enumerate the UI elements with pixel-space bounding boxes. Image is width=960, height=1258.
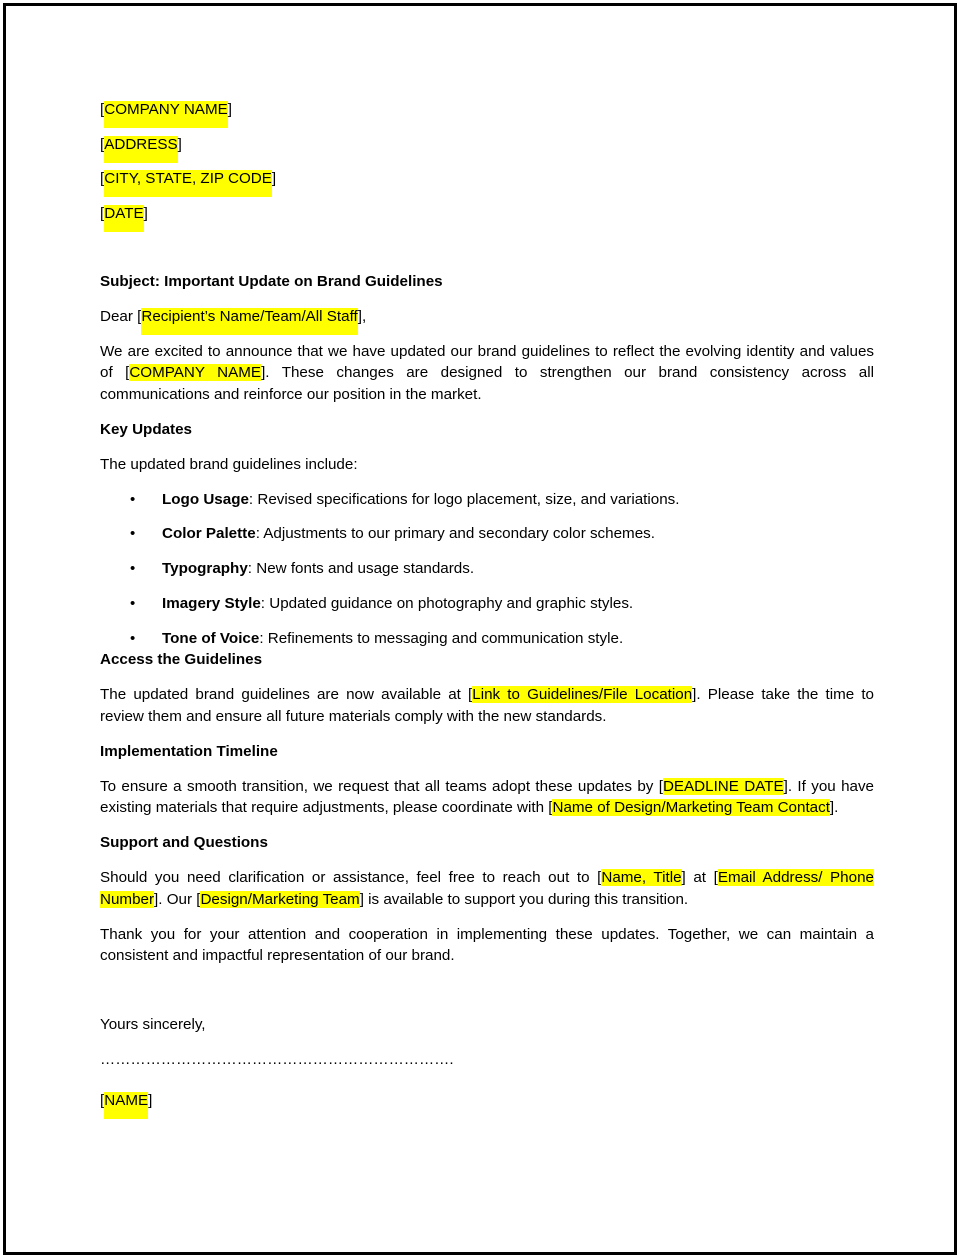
list-item: • Typography: New fonts and usage standards. [100,558,874,593]
closing-paragraph: Thank you for your attention and cooperation in implementing these updates. Together, we can maintain a consistent and impactful representation of our brand. [100,925,874,965]
salutation: Dear [Recipient’s Name/Team/All Staff], [100,306,874,328]
bullet-icon: • [130,490,136,508]
placeholder-city-state-zip: CITY, STATE, ZIP CODE [104,170,272,197]
bullet-icon: • [130,560,136,578]
signature-line: ……………………………………………………………. [100,1050,454,1068]
key-updates-list [100,489,874,662]
list-item: • Color Palette: Adjustments to our primary and secondary color schemes. [100,523,874,558]
intro-paragraph: We are excited to announce that we have updated our brand guidelines to reflect the evolving identity and values of [COMPANY NAME]. These changes are designed to strengthen our brand consistency across all communications and reinforce our position in the market. [100,342,874,403]
document-page [3,3,957,1255]
placeholder-guidelines-link: Link to Guidelines/File Location [472,686,693,704]
placeholder-deadline-date: DEADLINE DATE [662,777,784,795]
bullet-icon: • [130,629,136,647]
sender-address-line: [ADDRESS] [100,134,874,169]
bullet-icon: • [130,594,136,612]
support-paragraph: Should you need clarification or assistance, feel free to reach out to [Name, Title] at [Email Address/ Phone Number]. Our [Design/Marketing Team] is available to support you during this transition. [100,869,874,908]
timeline-paragraph: To ensure a smooth transition, we request that all teams adopt these updates by [DEADLINE DATE]. If you have existing materials that require adjustments, please coordinate with [Name of Design/Marketing Team Contact]. [100,777,874,817]
access-heading: Access the Guidelines [100,651,263,669]
sender-company-line: [COMPANY NAME] [100,99,874,134]
bullet-icon: • [130,525,136,543]
list-item: • Logo Usage: Revised specifications for logo placement, size, and variations. [100,489,874,524]
placeholder-recipient: Recipient’s Name/Team/All Staff [141,308,357,335]
placeholder-company-name: COMPANY NAME [104,101,228,128]
placeholder-date: DATE [104,205,143,232]
placeholder-name-title: Name, Title [601,869,682,887]
letter-body [100,99,874,1112]
timeline-heading: Implementation Timeline [100,742,278,760]
key-updates-lead: The updated brand guidelines include: [100,455,358,473]
placeholder-address: ADDRESS [104,136,177,163]
placeholder-company-name-inline: COMPANY NAME [129,364,262,382]
placeholder-design-team: Design/Marketing Team [200,890,360,908]
subject-line: Subject: Important Update on Brand Guidelines [100,272,443,290]
key-updates-heading: Key Updates [100,420,193,438]
access-paragraph: The updated brand guidelines are now available at [Link to Guidelines/File Location]. Please take the time to review them and ensure all future materials comply with the new standards. [100,686,874,725]
support-heading: Support and Questions [100,834,268,852]
sign-off: Yours sincerely, [100,1015,206,1033]
placeholder-team-contact: Name of Design/Marketing Team Contact [552,799,830,817]
signer-name-line: [NAME] [100,1090,874,1112]
list-item: • Tone of Voice: Refinements to messaging and communication style. [100,628,874,663]
list-item: • Imagery Style: Updated guidance on photography and graphic styles. [100,593,874,628]
sender-city-line: [CITY, STATE, ZIP CODE] [100,168,874,203]
sender-date-line: [DATE] [100,203,874,238]
placeholder-signer-name: NAME [104,1092,148,1119]
placeholder-email-phone: Email Address/ Phone Number [100,869,874,908]
